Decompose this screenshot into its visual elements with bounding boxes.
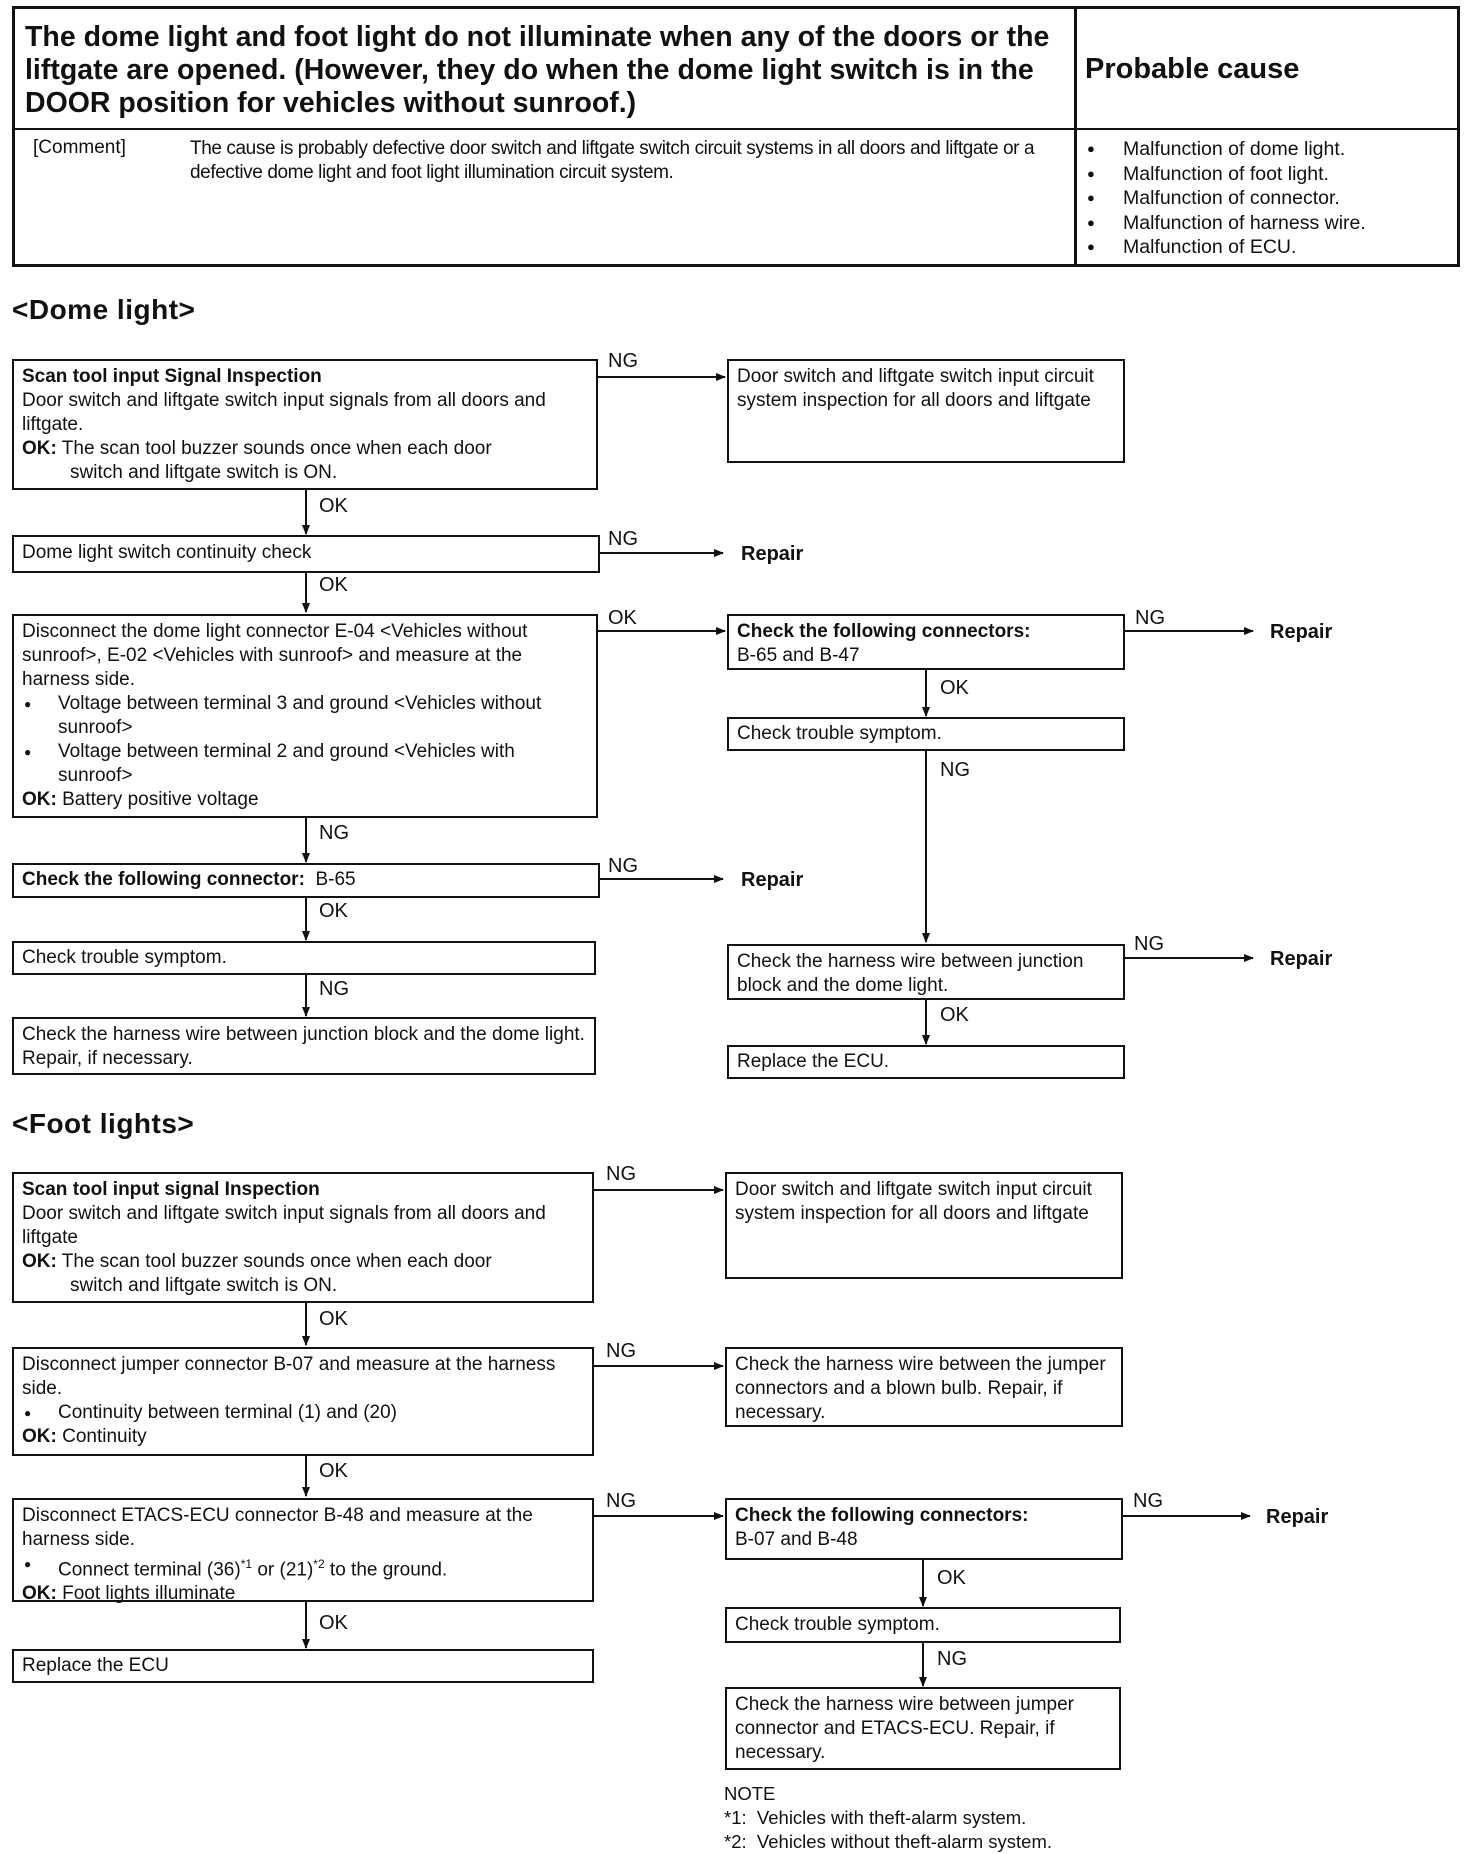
repair-label: Repair [741, 543, 804, 565]
ok-label: OK [319, 1460, 348, 1482]
cause-item: ● Malfunction of dome light. [1085, 137, 1366, 162]
repair-label: Repair [1270, 621, 1333, 643]
ok-label: OK [940, 1004, 969, 1026]
step-title: Check the following connectors: [737, 621, 1031, 642]
foot-replace-ecu: Replace the ECU [12, 1649, 594, 1683]
ok-label: OK [940, 677, 969, 699]
ng-label: NG [606, 1163, 636, 1185]
ok-label: OK [608, 607, 637, 629]
repair-label: Repair [1266, 1506, 1329, 1528]
foot-check-connectors-b07-b48 [725, 1498, 1123, 1560]
comment-label: [Comment] [33, 137, 126, 158]
step-title: Check the following connector: [22, 869, 305, 890]
dome-harness-wire-check-left: Check the harness wire between junction block and the dome light. Repair, if necessary. [12, 1017, 596, 1075]
step-title: Scan tool input Signal Inspection [22, 366, 322, 387]
foot-lights-heading: <Foot lights> [12, 1108, 195, 1139]
step-text: B-65 [315, 869, 356, 890]
symptom-title: The dome light and foot light do not illuminate when any of the doors or the liftgate are opened. (However, they do when the dome light switch is in the DOOR position for vehicles without sunroof.) [25, 21, 1050, 119]
foot-etacs-ecu-connector-check [12, 1498, 594, 1605]
measurement-list [22, 1401, 584, 1425]
ok-text: The scan tool buzzer sounds once when each door [61, 1251, 492, 1272]
ok-label: OK: [22, 1251, 57, 1272]
foot-harness-wire-blown-bulb-check: Check the harness wire between the jumper connectors and a blown bulb. Repair, if necessary. [725, 1347, 1123, 1427]
cause-item: ● Malfunction of harness wire. [1085, 211, 1366, 236]
ok-text: Foot lights illuminate [62, 1583, 236, 1605]
ok-label: OK [319, 1612, 348, 1634]
footnote-text: Vehicles with theft-alarm system. [756, 1807, 1027, 1828]
ng-label: NG [319, 822, 349, 844]
step-text: Disconnect jumper connector B-07 and measure at the harness side. [22, 1354, 556, 1399]
ng-label: NG [1135, 607, 1165, 629]
ng-label: NG [606, 1490, 636, 1512]
measurement-item [22, 1552, 584, 1582]
ok-label: OK: [22, 1583, 57, 1605]
ok-label: OK [937, 1567, 966, 1589]
measurement-item: ● Continuity between terminal (1) and (20) [22, 1401, 584, 1425]
dome-check-connectors-b65-b47 [727, 614, 1125, 670]
step-title: Scan tool input signal Inspection [22, 1179, 320, 1200]
measurement-list [22, 692, 588, 788]
ok-text-continued: switch and liftgate switch is ON. [70, 462, 338, 483]
cause-item: ● Malfunction of connector. [1085, 186, 1366, 211]
repair-label: Repair [741, 869, 804, 891]
footnote-block [724, 1782, 1052, 1854]
ok-label: OK [319, 900, 348, 922]
ok-label: OK: [22, 789, 57, 810]
cause-item: ● Malfunction of ECU. [1085, 235, 1366, 260]
measurement-text: Connect terminal (36) [58, 1559, 241, 1581]
ng-label: NG [1133, 1490, 1163, 1512]
footnote-mark: *1: [724, 1807, 747, 1828]
step-text: Door switch and liftgate switch input signals from all doors and liftgate [22, 1203, 546, 1248]
ng-label: NG [319, 978, 349, 1000]
footnote-mark: *2: [724, 1831, 747, 1852]
foot-door-switch-circuit-inspection: Door switch and liftgate switch input circuit system inspection for all doors and liftgate [725, 1172, 1123, 1279]
repair-label: Repair [1270, 948, 1333, 970]
foot-harness-wire-jumper-etacs-check: Check the harness wire between jumper connector and ETACS-ECU. Repair, if necessary. [725, 1687, 1121, 1770]
step-text: Door switch and liftgate switch input signals from all doors and liftgate. [22, 390, 546, 435]
ok-text-continued: switch and liftgate switch is ON. [70, 1275, 338, 1296]
ok-label: OK [319, 1308, 348, 1330]
footnote-text: Vehicles without theft-alarm system. [756, 1831, 1053, 1852]
ng-label: NG [608, 528, 638, 550]
ok-label: OK: [22, 438, 57, 459]
dome-light-heading: <Dome light> [12, 294, 196, 325]
foot-scan-tool-inspection [12, 1172, 594, 1303]
measurement-text: to the ground. [324, 1559, 448, 1581]
ng-label: NG [937, 1648, 967, 1670]
step-text: B-65 and B-47 [737, 645, 860, 666]
dome-light-switch-continuity-check: Dome light switch continuity check [12, 535, 600, 573]
ok-label: OK: [22, 1426, 57, 1447]
step-title: Check the following connectors: [735, 1505, 1029, 1526]
ok-text: Continuity [62, 1426, 147, 1447]
dome-check-connector-b65 [12, 863, 600, 898]
measurement-item: ● Voltage between terminal 2 and ground <Vehicles with sunroof> [22, 740, 588, 788]
dome-check-trouble-symptom-right: Check trouble symptom. [727, 717, 1125, 751]
measurement-text: or (21) [252, 1559, 314, 1581]
note-title: NOTE [724, 1783, 776, 1804]
step-text: B-07 and B-48 [735, 1529, 858, 1550]
dome-harness-wire-check-right: Check the harness wire between junction block and the dome light. [727, 944, 1125, 1000]
foot-jumper-connector-continuity-check [12, 1347, 594, 1456]
ng-label: NG [608, 350, 638, 372]
dome-light-connector-voltage-check [12, 614, 598, 818]
ng-label: NG [940, 759, 970, 781]
ng-label: NG [608, 855, 638, 877]
cause-item: ● Malfunction of foot light. [1085, 162, 1366, 187]
footnote-ref: *2 [313, 1557, 325, 1571]
probable-cause-heading: Probable cause [1085, 53, 1300, 85]
dome-check-trouble-symptom-left: Check trouble symptom. [12, 941, 596, 975]
comment-text: The cause is probably defective door switch and liftgate switch circuit systems in all doors and liftgate or a defective dome light and foot light illumination circuit system. [190, 138, 1035, 183]
measurement-list [22, 1552, 584, 1582]
step-text: Disconnect ETACS-ECU connector B-48 and measure at the harness side. [22, 1505, 533, 1550]
dome-scan-tool-inspection [12, 359, 598, 490]
ok-label: OK [319, 495, 348, 517]
dome-replace-ecu: Replace the ECU. [727, 1045, 1125, 1079]
footnote-ref: *1 [240, 1557, 253, 1571]
ok-text: The scan tool buzzer sounds once when each door [61, 438, 492, 459]
measurement-item: ● Voltage between terminal 3 and ground <Vehicles without sunroof> [22, 692, 588, 740]
foot-check-trouble-symptom: Check trouble symptom. [725, 1607, 1121, 1643]
ng-label: NG [606, 1340, 636, 1362]
ng-label: NG [1134, 933, 1164, 955]
ok-label: OK [319, 574, 348, 596]
dome-door-switch-circuit-inspection: Door switch and liftgate switch input circuit system inspection for all doors and liftgate [727, 359, 1125, 463]
step-text: Disconnect the dome light connector E-04 <Vehicles without sunroof>, E-02 <Vehicles with sunroof> and measure at the harness side. [22, 621, 528, 690]
ok-text: Battery positive voltage [62, 789, 259, 810]
